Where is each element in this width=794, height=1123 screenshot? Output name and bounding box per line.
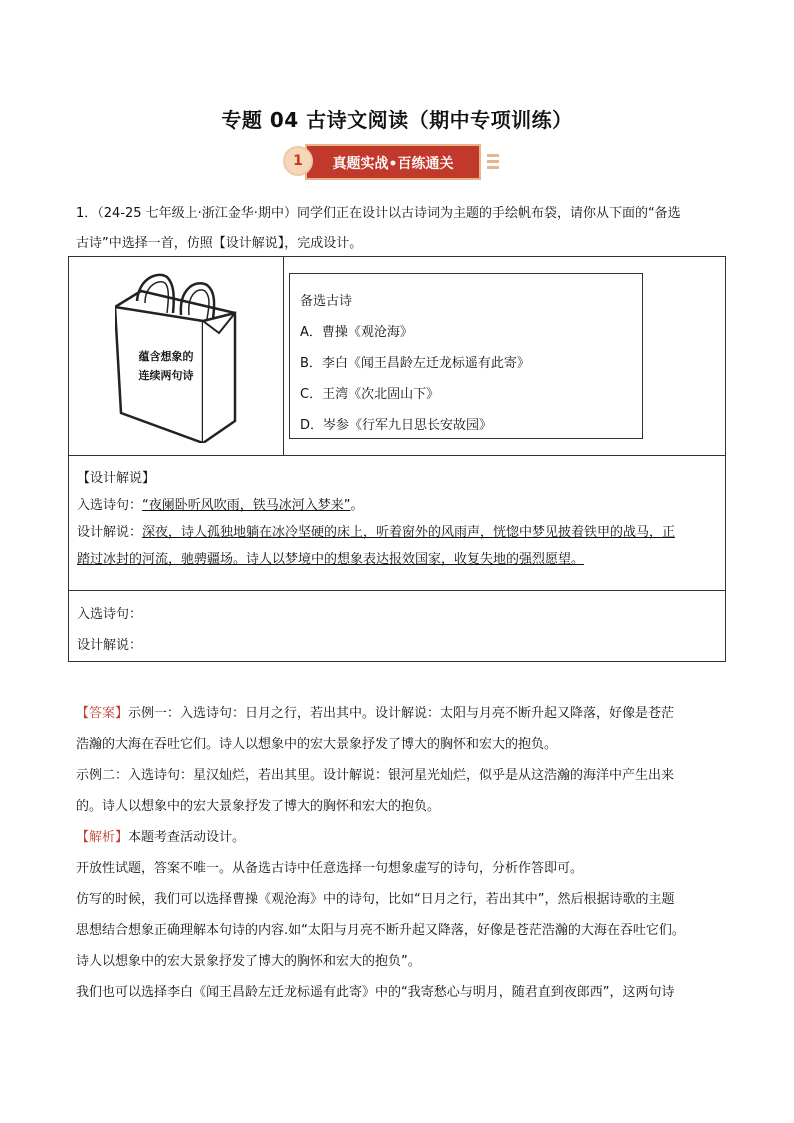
- blank-poem-label: 入选诗句：: [77, 607, 143, 622]
- poem-end: 。: [350, 498, 364, 513]
- analysis-line-4: 思想结合想象正确理解本句诗的内容.如“太阳与月亮不断升起又降落，好像是苍茫浩瀚的大海在吞吐它们。: [76, 923, 685, 938]
- answer-line-1: [76, 698, 726, 729]
- answer-section: [76, 698, 726, 1008]
- analysis-line-3: 仿写的时候，我们可以选择曹操《观沧海》中的诗句，比如“日月之行，若出其中”，然后根据诗歌的主题: [76, 892, 675, 907]
- bag-caption-line-2: 连续两句诗: [138, 369, 194, 382]
- blank-explain-label: 设计解说：: [77, 638, 143, 653]
- question-line-2: 古诗”中选择一首，仿照【设计解说】，完成设计。: [76, 236, 363, 251]
- bag-caption: [125, 347, 207, 385]
- design-example: [77, 465, 722, 573]
- page-title: 专题 04 古诗文阅读（期中专项训练）: [221, 108, 573, 132]
- example-poem: “夜阑卧听风吹雨，铁马冰河入梦来”: [142, 498, 351, 513]
- banner-stripes-decoration: [487, 154, 499, 176]
- example-explain-line-1: [77, 519, 722, 546]
- poem-options-box: [289, 273, 643, 439]
- analysis-tag: 【解析】: [76, 830, 129, 845]
- answer-line-2: 浩瀚的大海在吞吐它们。诗人以想象中的宏大景象抒发了博大的胸怀和宏大的抱负。: [76, 737, 558, 752]
- option-b: B．李白《闻王昌龄左迁龙标遥有此寄》: [300, 356, 530, 371]
- analysis-line-2: 开放性试题，答案不唯一。从备选古诗中任意选择一句想象虚写的诗句，分析作答即可。: [76, 861, 584, 876]
- column-divider: [283, 257, 284, 455]
- example-explain-line-2: [77, 546, 722, 573]
- answer-text-1: 示例一：入选诗句：日月之行，若出其中。设计解说：太阳与月亮不断升起又降落，好像是苍茫: [128, 706, 675, 721]
- option-c: C．王湾《次北固山下》: [300, 387, 440, 402]
- analysis-line-5: 诗人以想象中的宏大景象抒发了博大的胸怀和宏大的抱负”。: [76, 954, 421, 969]
- bag-caption-line-1: 蕴含想象的: [138, 350, 194, 363]
- answer-line-3: 示例二：入选诗句：星汉灿烂，若出其里。设计解说：银河星光灿烂，似乎是从这浩瀚的海洋中产生出来: [76, 768, 675, 783]
- answer-line-4: 的。诗人以想象中的宏大景象抒发了博大的胸怀和宏大的抱负。: [76, 799, 441, 814]
- question-stem: [76, 199, 726, 259]
- section-banner: [283, 140, 515, 184]
- section-label: 真题实战•百练通关: [305, 144, 481, 180]
- section-number: 1: [283, 146, 313, 176]
- answer-blank-row: [77, 599, 717, 661]
- design-heading: 【设计解说】: [77, 471, 156, 486]
- question-line-1: 1．（24-25 七年级上·浙江金华·期中）同学们正在设计以古诗词为主题的手绘帆布袋，请你从下面的“备选: [76, 206, 681, 221]
- design-example-row: [69, 455, 725, 591]
- analysis-text-1: 本题考查活动设计。: [128, 830, 246, 845]
- example-explain-1: 深夜，诗人孤独地躺在冰冷坚硬的床上，听着窗外的风雨声，恍惚中梦见披着铁甲的战马，正: [142, 525, 676, 540]
- table-top-row: [69, 257, 725, 456]
- analysis-line-6: 我们也可以选择李白《闻王昌龄左迁龙标遥有此寄》中的“我寄愁心与明月，随君直到夜郎西”，这两句诗: [76, 985, 675, 1000]
- poem-label: 入选诗句：: [77, 498, 143, 513]
- design-table: [68, 256, 726, 662]
- example-explain-2: 踏过冰封的河流，驰骋疆场。诗人以梦境中的想象表达报效国家，收复失地的强烈愿望。: [77, 552, 585, 567]
- option-a: A．曹操《观沧海》: [300, 325, 413, 340]
- analysis-line-1: [76, 822, 726, 853]
- explain-label: 设计解说：: [77, 525, 143, 540]
- option-d: D．岑参《行军九日思长安故园》: [300, 418, 493, 433]
- options-heading: 备选古诗: [300, 294, 353, 309]
- answer-tag: 【答案】: [76, 706, 129, 721]
- example-poem-line: [77, 492, 722, 519]
